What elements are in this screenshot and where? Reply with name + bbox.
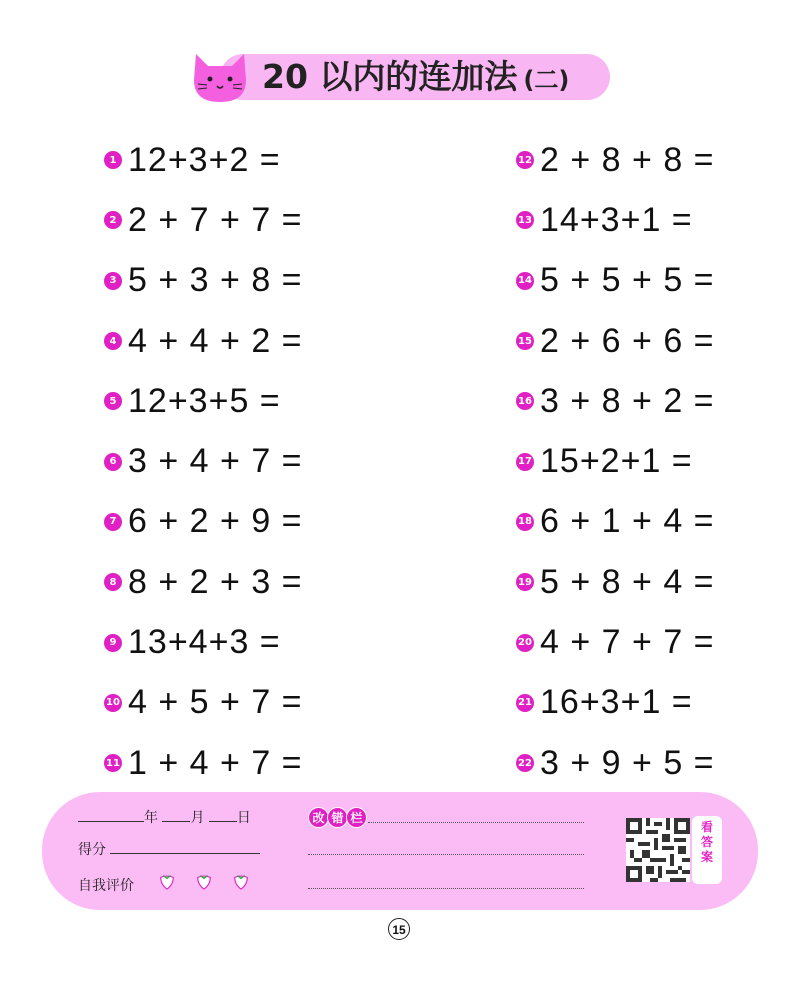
problem-item [104,251,364,311]
problem-expression: 2 + 8 + 8 = [540,140,715,179]
problem-number-badge: 15 [516,332,534,350]
problem-number-badge: 22 [516,754,534,772]
correction-char: 改 [308,807,329,828]
problem-expression: 6 + 2 + 9 = [128,502,303,541]
problem-item [516,251,776,311]
problem-expression: 4 + 4 + 2 = [128,321,303,360]
month-label: 月 [190,810,205,826]
strawberry-icon[interactable] [158,872,176,890]
year-blank[interactable] [78,807,144,822]
problem-number-badge: 16 [516,392,534,410]
correction-column-label [308,807,365,828]
problem-number-badge: 1 [104,151,122,169]
qr-label-char: 案 [700,850,713,864]
correction-char: 栏 [346,807,367,828]
score-blank[interactable] [110,839,260,854]
problem-number-badge: 2 [104,211,122,229]
problem-expression: 12+3+2 = [128,140,281,179]
problem-number-badge: 7 [104,513,122,531]
problem-item [104,311,364,371]
problem-number-badge: 11 [104,754,122,772]
qr-label[interactable] [692,816,722,884]
problem-item [104,371,364,431]
problem-expression: 1 + 4 + 7 = [128,743,303,782]
problem-number-badge: 3 [104,272,122,290]
page-number: 15 [388,918,410,940]
problem-item [516,552,776,612]
title-main: 20 以内的连加法 [262,57,518,96]
problem-expression: 8 + 2 + 3 = [128,562,303,601]
problems-left-column [104,130,364,793]
problem-expression: 3 + 8 + 2 = [540,381,715,420]
problem-number-badge: 12 [516,151,534,169]
problem-expression: 2 + 7 + 7 = [128,200,303,239]
score-label: 得分 [78,842,106,858]
problem-expression: 3 + 9 + 5 = [540,743,715,782]
problem-item [104,552,364,612]
correction-char: 错 [327,807,348,828]
problem-item [516,612,776,672]
problem-expression: 15+2+1 = [540,442,693,481]
year-label: 年 [144,810,158,826]
problem-expression: 3 + 4 + 7 = [128,442,303,481]
strawberry-icon[interactable] [195,872,213,890]
cat-face-icon [190,44,250,104]
problem-expression: 5 + 5 + 5 = [540,261,715,300]
problem-number-badge: 19 [516,573,534,591]
problem-expression: 13+4+3 = [128,623,281,662]
problem-item [516,673,776,733]
problem-number-badge: 14 [516,272,534,290]
self-eval-rating [158,872,250,890]
problem-number-badge: 6 [104,453,122,471]
problem-item [104,431,364,491]
problem-item [104,733,364,793]
problem-item [104,130,364,190]
problem-number-badge: 5 [104,392,122,410]
problem-item [104,673,364,733]
correction-line[interactable] [368,822,584,823]
problem-number-badge: 20 [516,634,534,652]
problem-item [516,733,776,793]
problem-item [516,492,776,552]
problem-number-badge: 4 [104,332,122,350]
problem-number-badge: 10 [104,694,122,712]
problem-number-badge: 21 [516,694,534,712]
problem-expression: 5 + 3 + 8 = [128,261,303,300]
problem-item [516,311,776,371]
problem-number-badge: 13 [516,211,534,229]
problem-expression: 16+3+1 = [540,683,693,722]
self-eval-label: 自我评价 [78,878,134,894]
problem-item [516,190,776,250]
title-sub: (二) [523,66,570,94]
score-line [78,839,260,859]
problem-expression: 5 + 8 + 4 = [540,562,715,601]
problem-expression: 6 + 1 + 4 = [540,502,715,541]
problem-expression: 4 + 7 + 7 = [540,623,715,662]
problem-number-badge: 17 [516,453,534,471]
problem-expression: 14+3+1 = [540,200,693,239]
problems-right-column [516,130,776,793]
problem-number-badge: 8 [104,573,122,591]
problem-item [516,371,776,431]
problem-number-badge: 18 [516,513,534,531]
problem-item [104,612,364,672]
date-line [78,807,251,827]
problem-item [104,492,364,552]
problem-item [516,130,776,190]
day-blank[interactable] [209,807,237,822]
correction-line[interactable] [308,854,584,855]
problem-expression: 4 + 5 + 7 = [128,683,303,722]
qr-label-char: 看 [700,820,713,834]
correction-line[interactable] [308,888,584,889]
title-banner [190,44,610,106]
month-blank[interactable] [162,807,190,822]
problem-item [516,431,776,491]
footer-panel [42,792,758,910]
qr-label-char: 答 [700,835,713,849]
strawberry-icon[interactable] [232,872,250,890]
problem-item [104,190,364,250]
day-label: 日 [236,810,251,826]
answer-qr[interactable] [626,816,726,884]
page-title [262,54,569,100]
qr-code-icon[interactable] [626,818,690,882]
problem-expression: 2 + 6 + 6 = [540,321,715,360]
problem-number-badge: 9 [104,634,122,652]
problem-expression: 12+3+5 = [128,381,281,420]
